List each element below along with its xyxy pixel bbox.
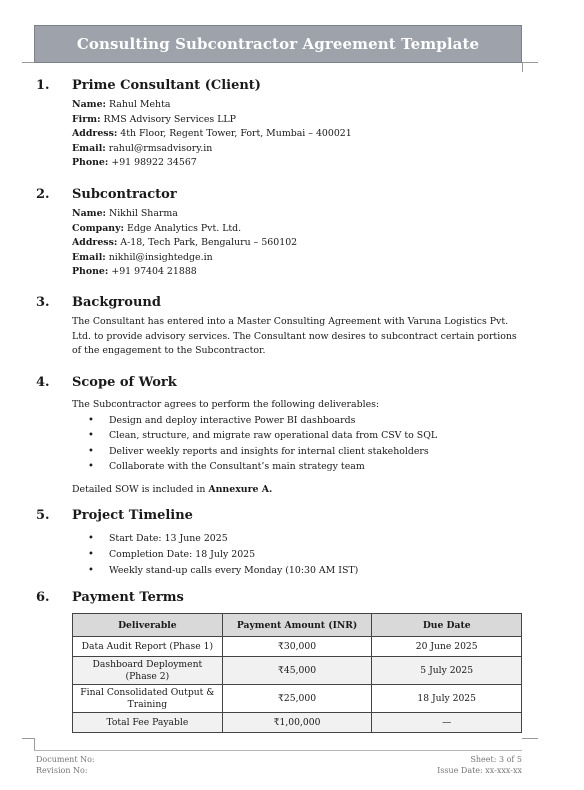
section-number: 5. [36, 508, 50, 523]
table-cell: 5 July 2025 [372, 657, 522, 685]
section-prime-consultant [36, 78, 522, 171]
list-item: • Start Date: 13 June 2025 [88, 531, 522, 547]
table-cell: Final Consolidated Output & Training [73, 685, 223, 713]
issue-date: Issue Date: xx-xxx-xx [437, 766, 522, 775]
table-cell: Total Fee Payable [73, 713, 223, 733]
field-row: Address: A-18, Tech Park, Bengaluru – 560102 [72, 237, 298, 249]
crop-mark [522, 62, 538, 63]
table-row [73, 685, 522, 713]
list-item: • Collaborate with the Consultant’s main strategy team [88, 459, 522, 475]
section-heading: Payment Terms [72, 590, 184, 605]
section-number: 1. [36, 78, 50, 93]
scope-intro: The Subcontractor agrees to perform the following deliverables: [72, 399, 380, 410]
section-number: 2. [36, 187, 50, 202]
crop-mark [22, 738, 34, 739]
table-cell: Data Audit Report (Phase 1) [73, 637, 223, 657]
field-row: Company: Edge Analytics Pvt. Ltd. [72, 222, 242, 234]
table-header-row [73, 614, 522, 637]
field-row: Name: Nikhil Sharma [72, 208, 178, 219]
table-cell: ₹45,000 [222, 657, 372, 685]
section-background [36, 295, 522, 359]
sheet-number: Sheet: 3 of 5 [470, 755, 522, 764]
table-cell: — [372, 713, 522, 733]
crop-mark [34, 738, 35, 750]
list-item: • Deliver weekly reports and insights for internal client stakeholders [88, 444, 522, 460]
document-number: Document No: [36, 755, 95, 764]
subcontractor-details [72, 207, 522, 280]
column-header: Payment Amount (INR) [222, 614, 372, 637]
field-row: Address: 4th Floor, Regent Tower, Fort, Mumbai – 400021 [72, 128, 352, 140]
footer-rule [34, 750, 522, 751]
list-item: • Weekly stand-up calls every Monday (10:30 AM IST) [88, 563, 522, 579]
list-item: • Clean, structure, and migrate raw operational data from CSV to SQL [88, 428, 522, 444]
table-cell: Dashboard Deployment (Phase 2) [73, 657, 223, 685]
field-row: Phone: +91 97404 21888 [72, 266, 197, 278]
deliverables-list [72, 413, 522, 475]
list-item: • Design and deploy interactive Power BI dashboards [88, 413, 522, 429]
annexure-reference: Annexure A. [208, 483, 273, 495]
section-payment-terms [36, 590, 522, 733]
client-details [72, 98, 522, 171]
table-row [73, 657, 522, 685]
table-row-total [73, 713, 522, 733]
timeline-list [72, 531, 522, 579]
field-row: Firm: RMS Advisory Services LLP [72, 113, 236, 125]
section-heading: Scope of Work [72, 375, 177, 390]
section-heading: Project Timeline [72, 508, 193, 523]
field-row: Email: nikhil@insightedge.in [72, 251, 213, 263]
table-cell: 18 July 2025 [372, 685, 522, 713]
table-cell: ₹30,000 [222, 637, 372, 657]
section-subcontractor [36, 187, 522, 280]
field-row: Name: Rahul Mehta [72, 99, 171, 110]
column-header: Deliverable [73, 614, 223, 637]
table-row [73, 637, 522, 657]
crop-mark [22, 62, 34, 63]
document-title-bar [34, 25, 522, 63]
section-project-timeline [36, 508, 522, 579]
payment-table [72, 613, 522, 733]
section-heading: Subcontractor [72, 187, 177, 202]
section-number: 4. [36, 375, 50, 390]
crop-mark [522, 62, 523, 72]
field-row: Email: rahul@rmsadvisory.in [72, 142, 213, 154]
table-cell: ₹1,00,000 [222, 713, 372, 733]
section-number: 3. [36, 295, 50, 310]
revision-number: Revision No: [36, 766, 88, 775]
table-cell: 20 June 2025 [372, 637, 522, 657]
sow-note: Detailed SOW is included in Annexure A. [72, 483, 273, 495]
section-heading: Background [72, 295, 161, 310]
list-item: • Completion Date: 18 July 2025 [88, 547, 522, 563]
background-text: The Consultant has entered into a Master Consulting Agreement with Varuna Logistics Pvt. Ltd. to provide advisory services. The Consultant now desires to subcontract certain portions of the engagement to the Subcontractor. [72, 316, 517, 357]
section-scope-of-work [36, 375, 522, 498]
document-title: Consulting Subcontractor Agreement Template [76, 35, 480, 53]
section-heading: Prime Consultant (Client) [72, 78, 261, 93]
page-footer [36, 754, 522, 776]
section-number: 6. [36, 590, 50, 605]
column-header: Due Date [372, 614, 522, 637]
crop-mark [522, 738, 538, 739]
field-row: Phone: +91 98922 34567 [72, 157, 197, 169]
table-cell: ₹25,000 [222, 685, 372, 713]
